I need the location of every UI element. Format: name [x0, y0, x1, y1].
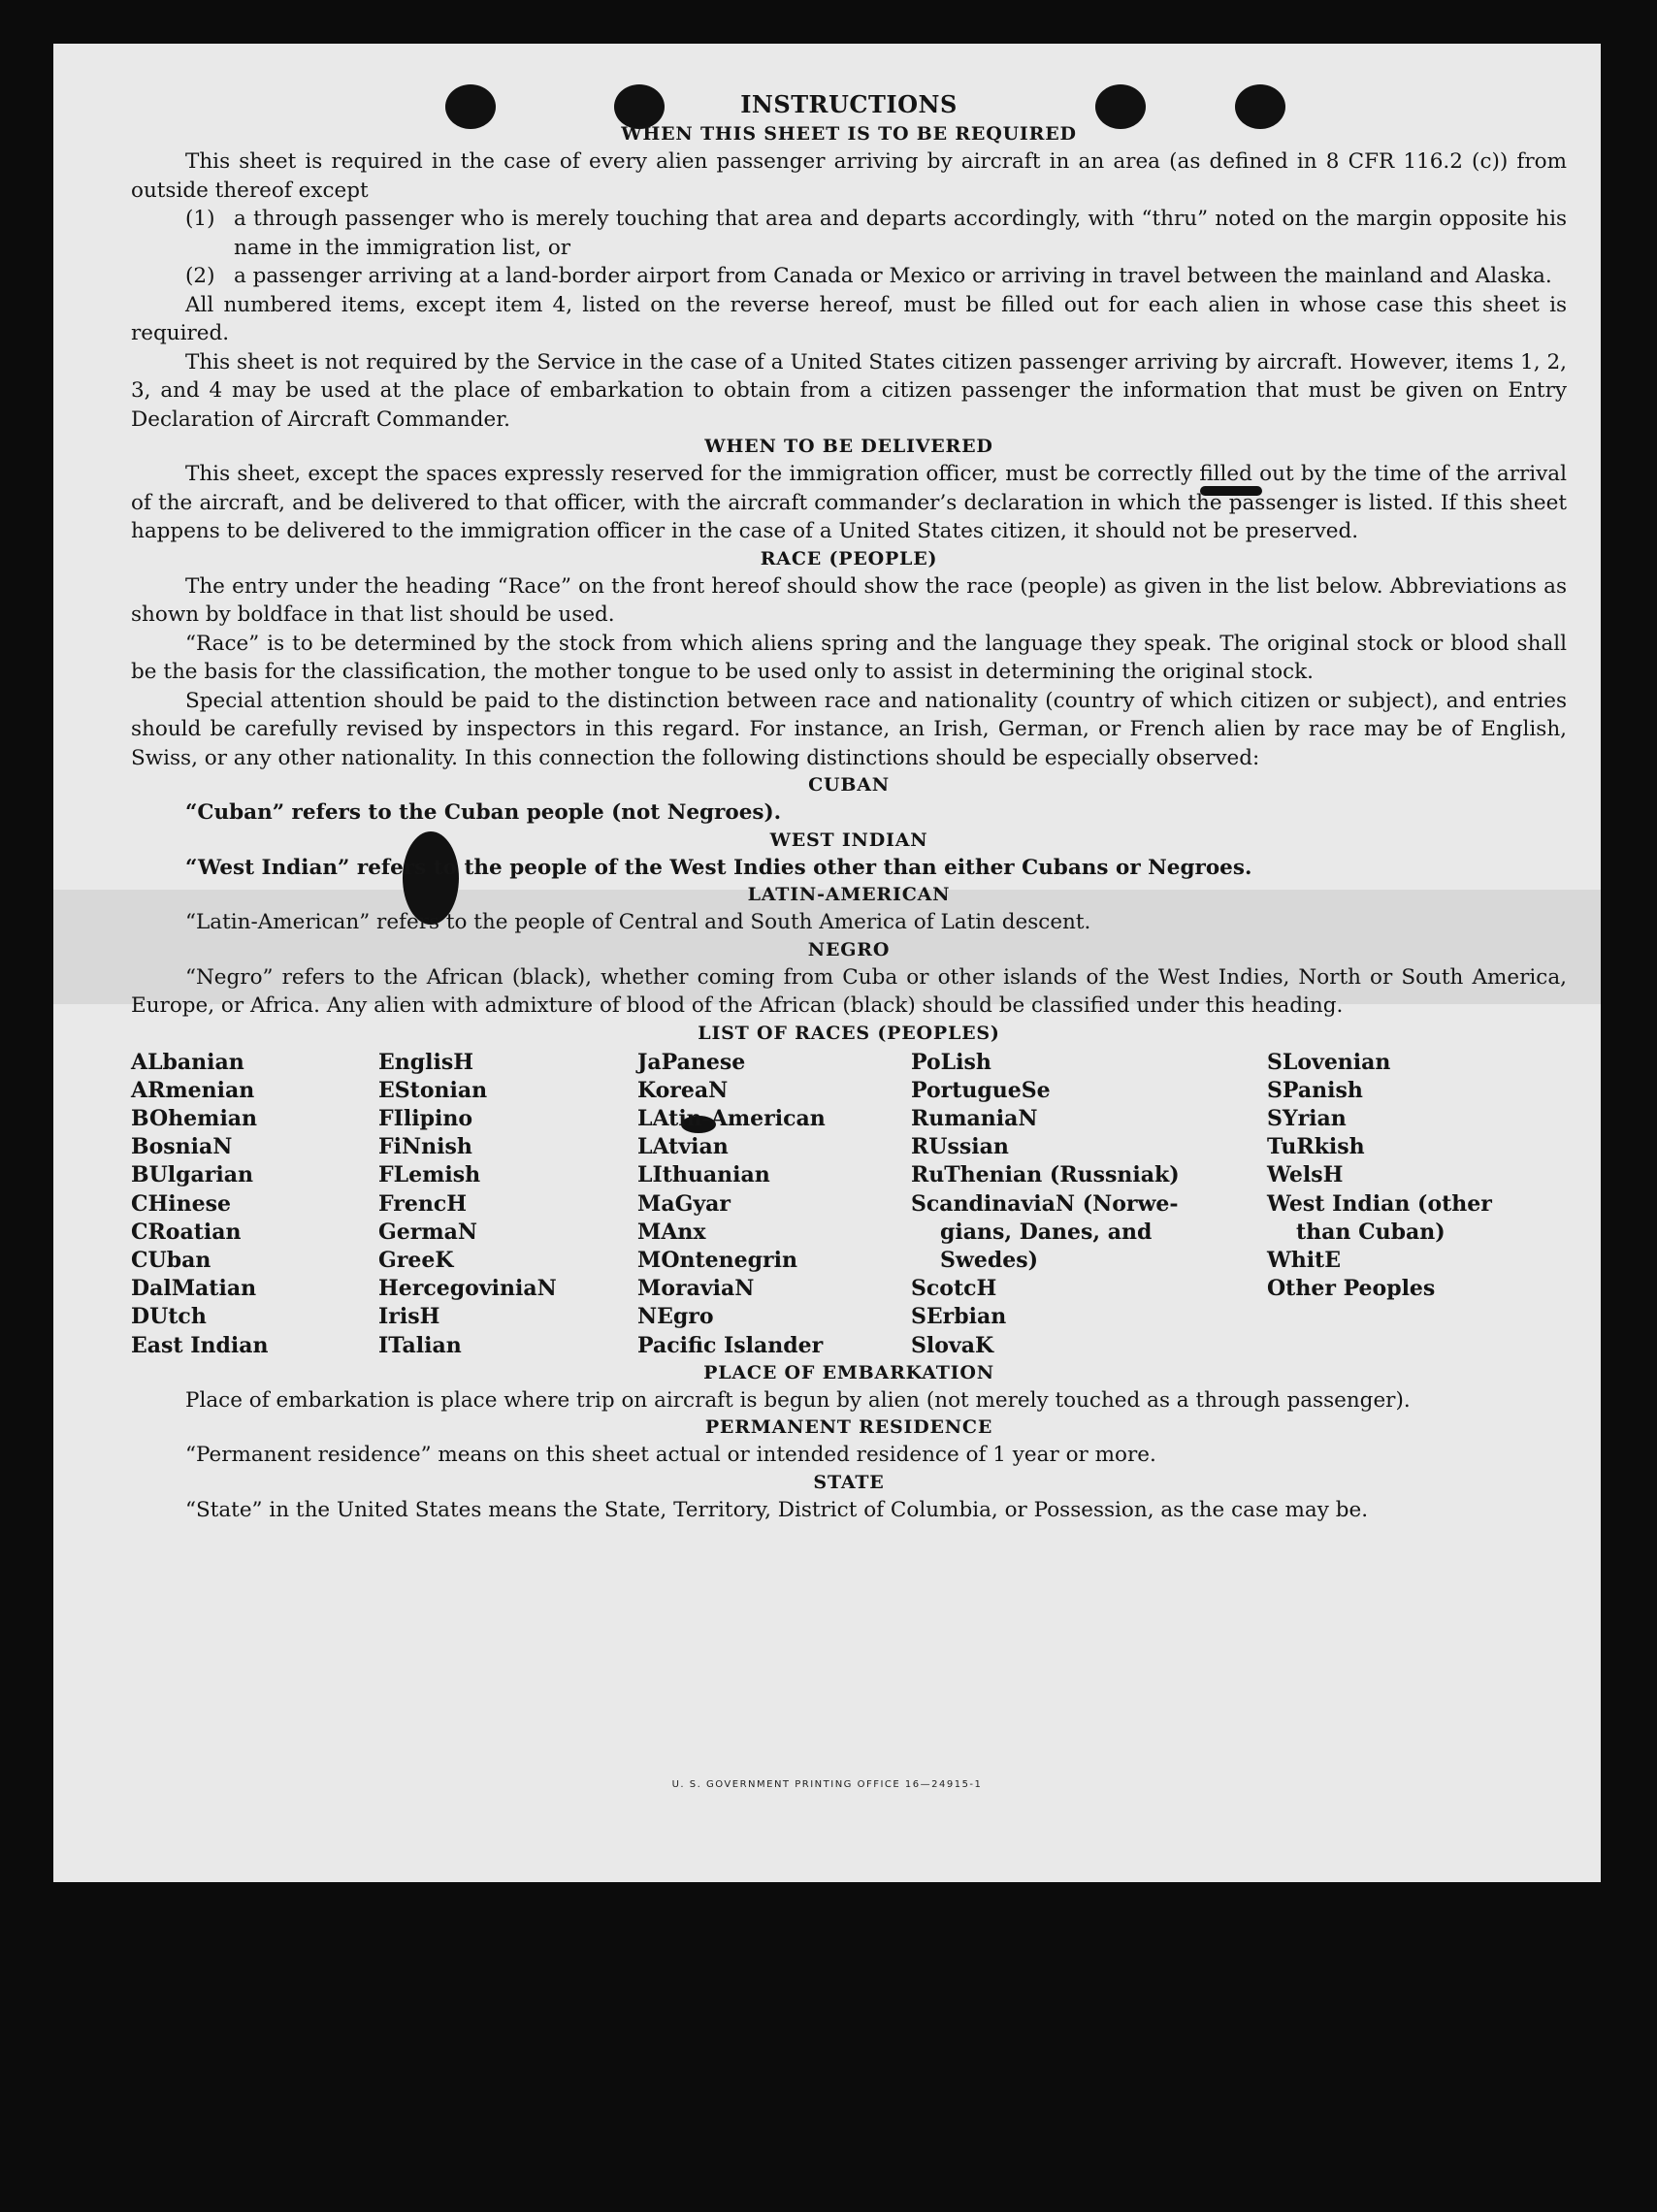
race-entry: RUssian [911, 1134, 1009, 1160]
paragraph-race-definition: “Race” is to be determined by the stock from which aliens spring and the language they speak. The original stock or blood shall be the basis for the classification, the mother tongue to be used only to assist in determining the original stock. [131, 631, 1567, 684]
paragraph-permanent-residence: “Permanent residence” means on this sheet actual or intended residence of 1 year or more. [185, 1443, 1156, 1468]
definition-negro: “Negro” refers to the African (black), whether coming from Cuba or other islands of the West Indies, North or South America, Europe, or Africa. Any alien with admixture of blood of the African (black) should be classified under this heading. [131, 964, 1567, 1018]
heading-west-indian: WEST INDIAN [769, 829, 928, 851]
race-entry: NEgro [637, 1304, 714, 1330]
races-column [378, 1049, 637, 1360]
heading-cuban: CUBAN [808, 774, 890, 796]
race-entry: BUlgarian [131, 1162, 253, 1188]
heading-state: STATE [813, 1471, 885, 1493]
race-entry: PoLish [911, 1049, 991, 1075]
race-entry: DUtch [131, 1304, 207, 1330]
races-list [131, 1049, 1567, 1360]
race-entry-continued: gians, Danes, and [940, 1219, 1153, 1245]
document-page [53, 44, 1601, 1882]
definition-latin-american: “Latin-American” refers to the people of Central and South America of Latin descent. [185, 910, 1091, 934]
race-entry: EStonian [378, 1077, 488, 1103]
races-column [1267, 1049, 1519, 1360]
item-number: (2) [185, 264, 215, 288]
race-entry: LAtin-American [637, 1105, 826, 1131]
paragraph-race-nationality: Special attention should be paid to the distinction between race and nationality (country of which citizen or subject), and entries should be carefully revised by inspectors in this regard. For instance, an Irish, German, or French alien by race may be of English, Swiss, or any other nationality. In this connection the following distinctions should be especially observed: [131, 688, 1567, 770]
race-entry: ScotcH [911, 1276, 997, 1302]
paragraph-race-entry: The entry under the heading “Race” on the front hereof should show the race (people) as given in the list below. Abbreviations as shown by boldface in that list should be used. [131, 573, 1567, 627]
race-entry: SLovenian [1267, 1049, 1391, 1075]
race-entry: FrencH [378, 1190, 467, 1217]
race-entry: SYrian [1267, 1105, 1347, 1131]
race-entry: KoreaN [637, 1077, 729, 1103]
printer-imprint: U. S. GOVERNMENT PRINTING OFFICE 16—24915-1 [671, 1779, 983, 1790]
heading-when-delivered: WHEN TO BE DELIVERED [704, 436, 993, 457]
definition-cuban: “Cuban” refers to the Cuban people (not Negroes). [185, 800, 782, 825]
race-entry: CUban [131, 1247, 211, 1273]
race-entry: GermaN [378, 1219, 478, 1245]
race-entry: LAtvian [637, 1134, 729, 1160]
race-entry: CHinese [131, 1190, 232, 1217]
heading-latin-american: LATIN-AMERICAN [747, 884, 951, 905]
race-entry: Pacific Islander [637, 1332, 824, 1358]
race-entry: DalMatian [131, 1276, 257, 1302]
race-entry: SErbian [911, 1304, 1007, 1330]
race-entry: WelsH [1267, 1162, 1344, 1188]
definition-west-indian: “West Indian” refers to the people of the West Indies other than either Cubans or Negroes. [185, 855, 1252, 880]
paragraph-state: “State” in the United States means the State, Territory, District of Columbia, or Possession, as the case may be. [185, 1497, 1369, 1522]
race-entry: MOntenegrin [637, 1247, 797, 1273]
paragraph-numbered-items: All numbered items, except item 4, listed on the reverse hereof, must be filled out for each alien in whose case this sheet is required. [131, 292, 1567, 345]
race-entry: FIlipino [378, 1105, 473, 1131]
instructions-body [131, 90, 1567, 1524]
exception-item [131, 205, 1567, 262]
heading-permanent-residence: PERMANENT RESIDENCE [704, 1416, 993, 1439]
race-entry-continued: Swedes) [940, 1247, 1038, 1273]
race-entry: RumaniaN [911, 1105, 1038, 1131]
race-entry: TuRkish [1267, 1134, 1365, 1160]
races-column [131, 1049, 378, 1360]
race-entry: PortugueSe [911, 1077, 1051, 1103]
heading-when-required: WHEN THIS SHEET IS TO BE REQUIRED [621, 123, 1077, 145]
race-entry-continued: than Cuban) [1296, 1219, 1446, 1245]
race-entry: BosniaN [131, 1134, 233, 1160]
races-column [911, 1049, 1267, 1360]
race-entry: Other Peoples [1267, 1276, 1436, 1302]
race-entry: WhitE [1267, 1247, 1341, 1273]
races-column [637, 1049, 911, 1360]
race-entry: ARmenian [131, 1077, 255, 1103]
race-entry: BOhemian [131, 1105, 258, 1131]
race-entry: JaPanese [637, 1049, 746, 1075]
race-entry: LIthuanian [637, 1162, 770, 1188]
heading-race: RACE (PEOPLE) [760, 547, 938, 569]
race-entry: HercegoviniaN [378, 1276, 557, 1302]
race-entry: SlovaK [911, 1332, 994, 1358]
item-text: a through passenger who is merely touching that area and departs accordingly, with “thru” noted on the margin opposite his name in the immigration list, or [234, 207, 1567, 260]
race-entry: CRoatian [131, 1219, 242, 1245]
race-entry: ScandinaviaN (Norwe- [911, 1190, 1179, 1217]
paragraph-required: This sheet is required in the case of every alien passenger arriving by aircraft in an area (as defined in 8 CFR 116.2 (c)) from outside thereof except [131, 149, 1567, 203]
race-entry: West Indian (other [1267, 1190, 1492, 1217]
race-entry: GreeK [378, 1247, 454, 1273]
race-entry: EnglisH [378, 1049, 474, 1075]
paragraph-embarkation: Place of embarkation is place where trip on aircraft is begun by alien (not merely touched as a through passenger). [185, 1387, 1411, 1413]
race-entry: IrisH [378, 1304, 440, 1330]
paragraph-citizen: This sheet is not required by the Service in the case of a United States citizen passenger arriving by aircraft. However, items 1, 2, 3, and 4 may be used at the place of embarkation to obtain from a citizen passenger the information that must be given on Entry Declaration of Aircraft Commander. [131, 349, 1567, 432]
race-entry: ALbanian [131, 1049, 244, 1075]
paragraph-delivered: This sheet, except the spaces expressly reserved for the immigration officer, must be correctly filled out by the time of the arrival of the aircraft, and be delivered to that officer, with the aircraft commander’s declaration in which the passenger is listed. If this sheet happens to be delivered to the immigration officer in the case of a United States citizen, it should not be preserved. [131, 462, 1567, 543]
race-entry: SPanish [1267, 1077, 1363, 1103]
race-entry: RuThenian (Russniak) [911, 1162, 1180, 1188]
race-entry: East Indian [131, 1332, 269, 1358]
item-text: a passenger arriving at a land-border airport from Canada or Mexico or arriving in travel between the mainland and Alaska. [234, 264, 1552, 288]
heading-list-of-races: LIST OF RACES (PEOPLES) [698, 1022, 1000, 1044]
race-entry: MAnx [637, 1219, 706, 1245]
race-entry: MaGyar [637, 1190, 731, 1217]
page-title: INSTRUCTIONS [740, 90, 958, 118]
race-entry: FiNnish [378, 1134, 472, 1160]
exception-item [131, 262, 1567, 291]
heading-embarkation: PLACE OF EMBARKATION [703, 1361, 994, 1383]
race-entry: MoraviaN [637, 1276, 755, 1302]
item-number: (1) [185, 207, 215, 231]
race-entry: FLemish [378, 1162, 481, 1188]
heading-negro: NEGRO [807, 938, 891, 960]
race-entry: ITalian [378, 1332, 462, 1358]
